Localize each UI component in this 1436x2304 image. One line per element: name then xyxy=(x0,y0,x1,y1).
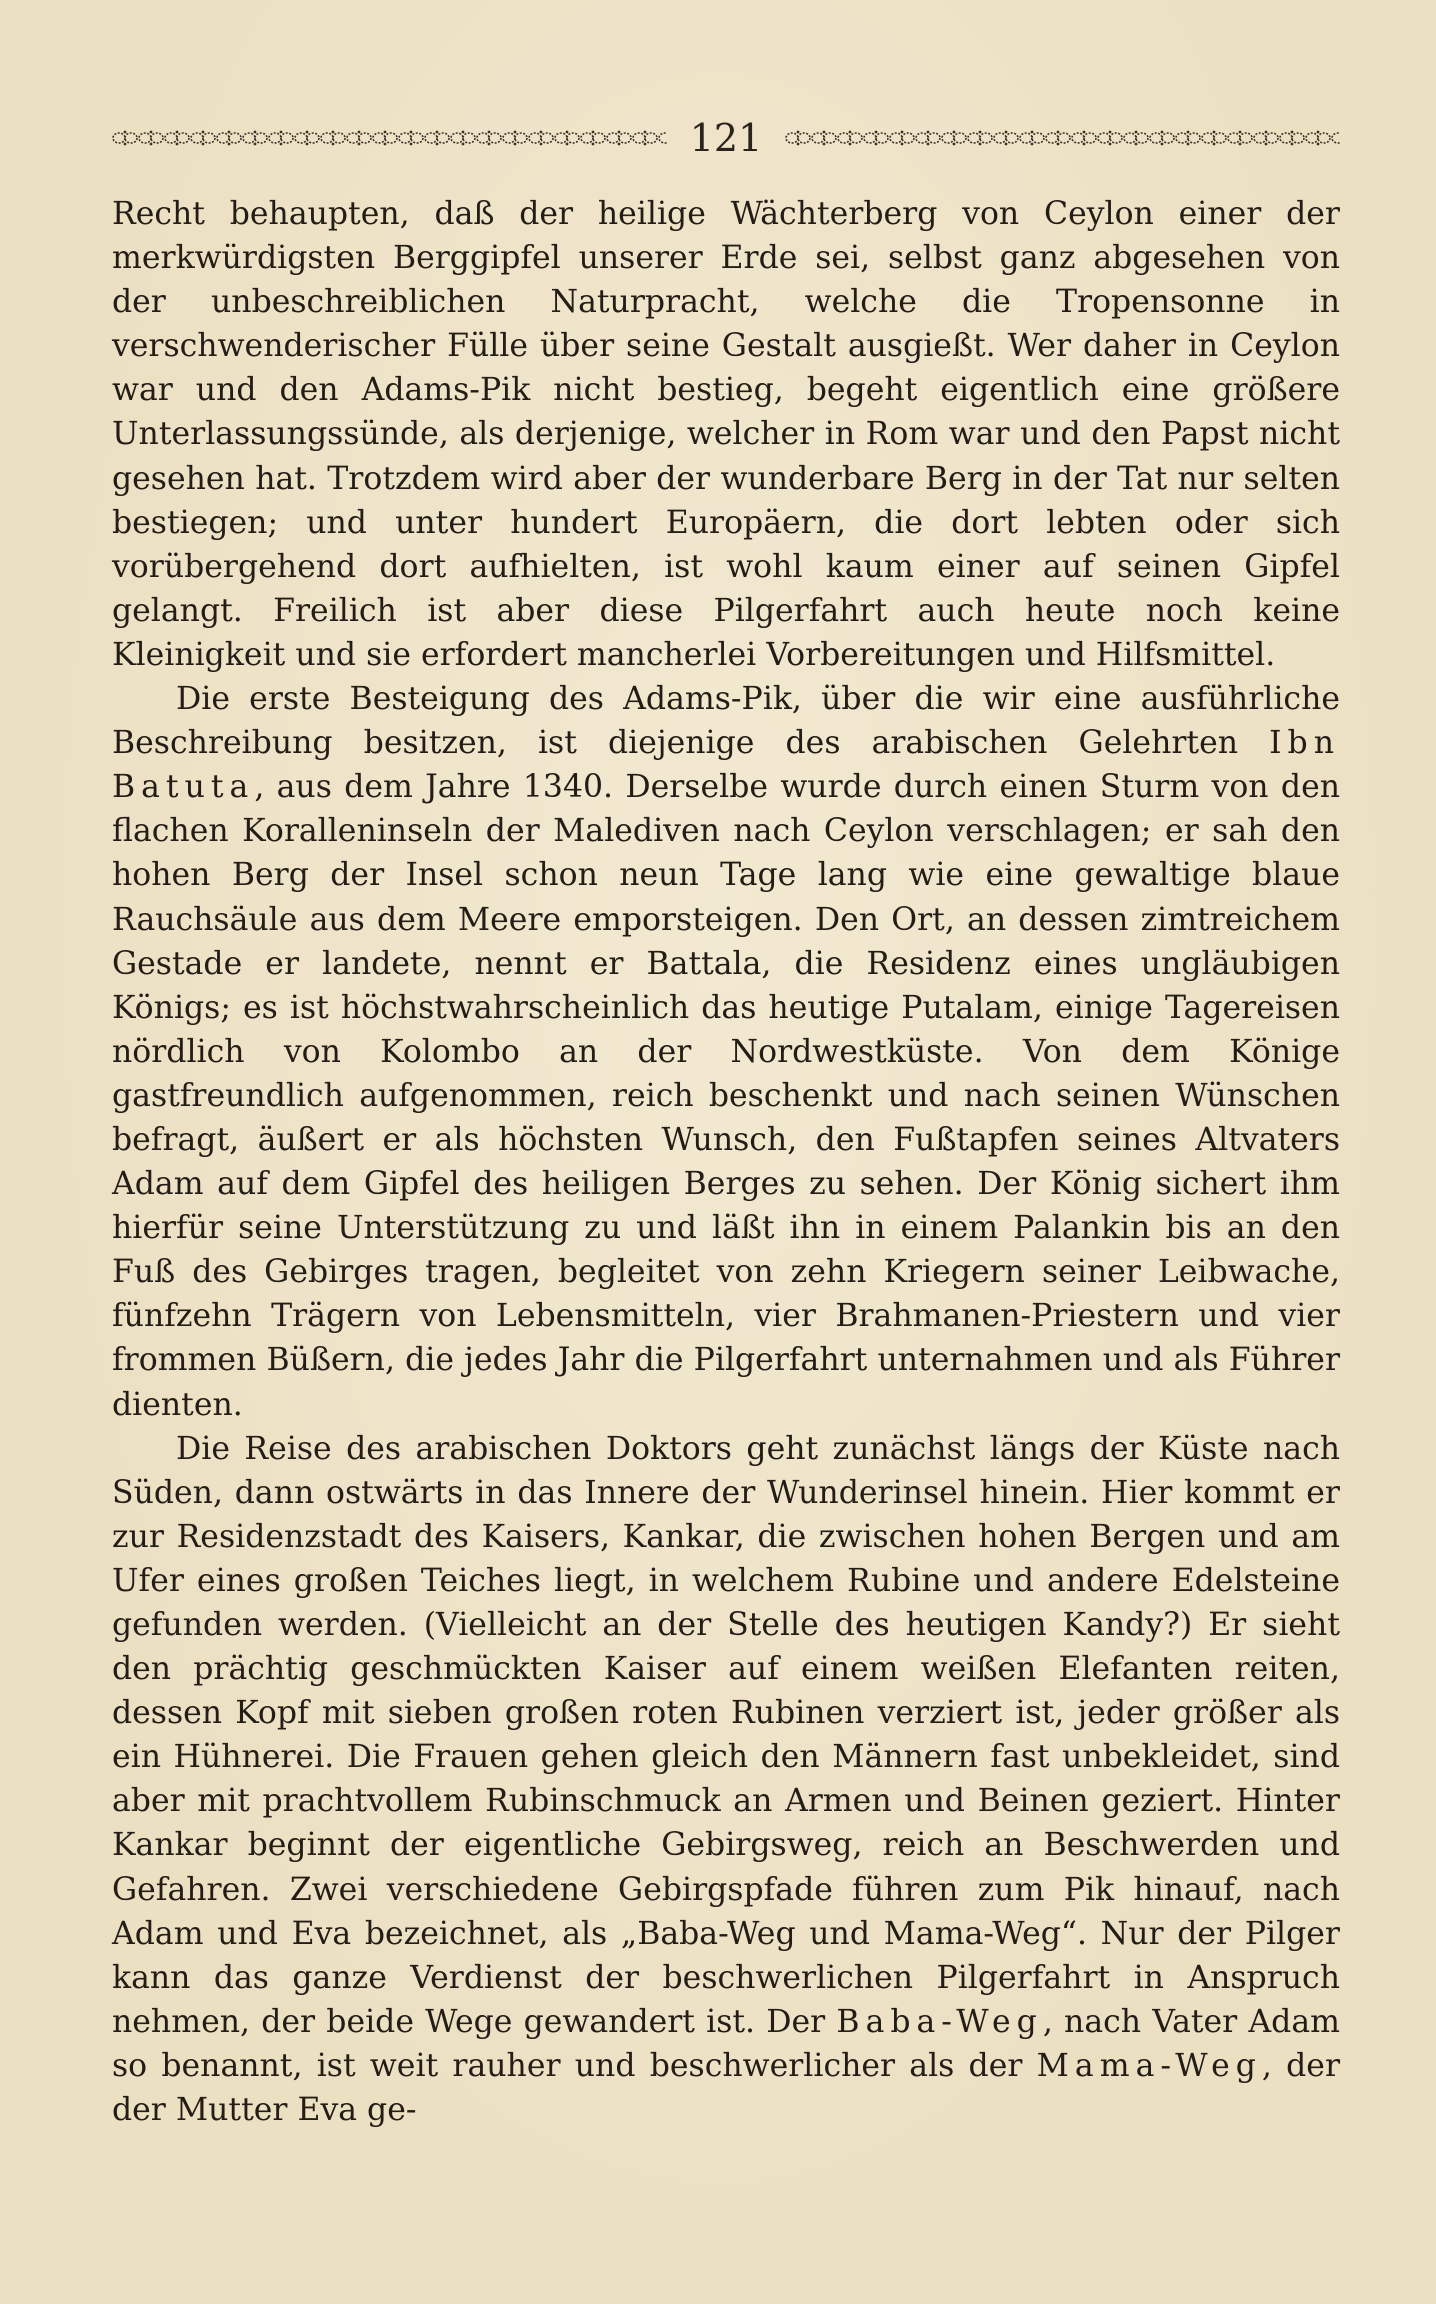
body-text xyxy=(112,192,1340,2132)
mama-weg-term: Mama-Weg xyxy=(1036,2047,1262,2084)
baba-weg-term: Baba-Weg xyxy=(836,2003,1043,2040)
name-ibn-batuta: Ibn Batuta xyxy=(112,725,1340,806)
paragraph-2-part-a: Die erste Besteigung des Adams-Pik, über die wir eine ausführliche Beschreibung besitzen, ist diejenige des arabischen Gelehrten xyxy=(112,681,1340,762)
page-number: 121 xyxy=(689,116,763,160)
paragraph-2-part-b: , aus dem Jahre 1340. Derselbe wurde durch einen Sturm von den flachen Koralleninseln der Malediven nach Ceylon verschlagen; er sah den hohen Berg der Insel schon neun Tage lang wie eine gewaltige blaue Rauchsäule aus dem Meere emporsteigen. Den Ort, an dessen zimtreichem Gestade er landete, nennt er Battala, die Residenz eines ungläubigen Königs; es ist höchstwahrscheinlich das heutige Putalam, einige Tagereisen nördlich von Kolombo an der Nordwestküste. Von dem Könige gastfreundlich aufgenommen, reich beschenkt und nach seinen Wünschen befragt, äußert er als höchsten Wunsch, den Fußtapfen seines Altvaters Adam auf dem Gipfel des heiligen Berges zu sehen. Der König sichert ihm hierfür seine Unterstützung zu und läßt ihn in einem Palankin bis an den Fuß des Gebirges tragen, begleitet von zehn Kriegern seiner Leibwache, fünfzehn Trägern von Lebensmitteln, vier Brahmanen-Priestern und vier frommen Büßern, die jedes Jahr die Pilgerfahrt unternahmen und als Führer dienten. xyxy=(112,769,1340,1423)
paragraph-3-part-c: , der der Mutter Eva ge- xyxy=(112,2047,1341,2129)
paragraph-3 xyxy=(112,1427,1340,2133)
ornament-right xyxy=(785,127,1340,149)
ornament-left xyxy=(112,127,667,149)
page-header xyxy=(112,112,1340,164)
paragraph-3-part-a: Die Reise des arabischen Doktors geht zunächst längs der Küste nach Süden, dann ostwärts in das Innere der Wunderinsel hinein. Hier kommt er zur Residenzstadt des Kaisers, Kankar, die zwischen hohen Bergen und am Ufer eines großen Teiches liegt, in welchem Rubine und andere Edelsteine gefunden werden. (Vielleicht an der Stelle des heutigen Kandy?) Er sieht den prächtig geschmückten Kaiser auf einem weißen Elefanten reiten, dessen Kopf mit sieben großen roten Rubinen verziert ist, jeder größer als ein Hühnerei. Die Frauen gehen gleich den Männern fast unbekleidet, sind aber mit prachtvollem Rubinschmuck an Armen und Beinen geziert. Hinter Kankar beginnt der eigentliche Gebirgsweg, reich an Beschwerden und Gefahren. Zwei verschiedene Gebirgspfade führen zum Pik hinauf, nach Adam und Eva bezeichnet, als „Baba-Weg und Mama-Weg“. Nur der Pilger kann das ganze Verdienst der beschwerlichen Pilgerfahrt in Anspruch nehmen, der beide Wege gewandert ist. Der xyxy=(112,1430,1340,2040)
paragraph-3-part-b: , nach Vater Adam so benannt, ist weit rauher und beschwerlicher als der xyxy=(112,2003,1340,2084)
paragraph-2 xyxy=(112,677,1340,1427)
paragraph-1: Recht behaupten, daß der heilige Wächterberg von Ceylon einer der merkwürdigsten Berggipfel unserer Erde sei, selbst ganz abgesehen von der unbeschreiblichen Naturpracht, welche die Tropensonne in verschwenderischer Fülle über seine Gestalt ausgießt. Wer daher in Ceylon war und den Adams-Pik nicht bestieg, begeht eigentlich eine größere Unterlassungssünde, als derjenige, welcher in Rom war und den Papst nicht gesehen hat. Trotzdem wird aber der wunderbare Berg in der Tat nur selten bestiegen; und unter hundert Europäern, die dort lebten oder sich vorübergehend dort aufhielten, ist wohl kaum einer auf seinen Gipfel gelangt. Freilich ist aber diese Pilgerfahrt auch heute noch keine Kleinigkeit und sie erfordert mancherlei Vorbereitungen und Hilfsmittel. xyxy=(112,196,1340,673)
